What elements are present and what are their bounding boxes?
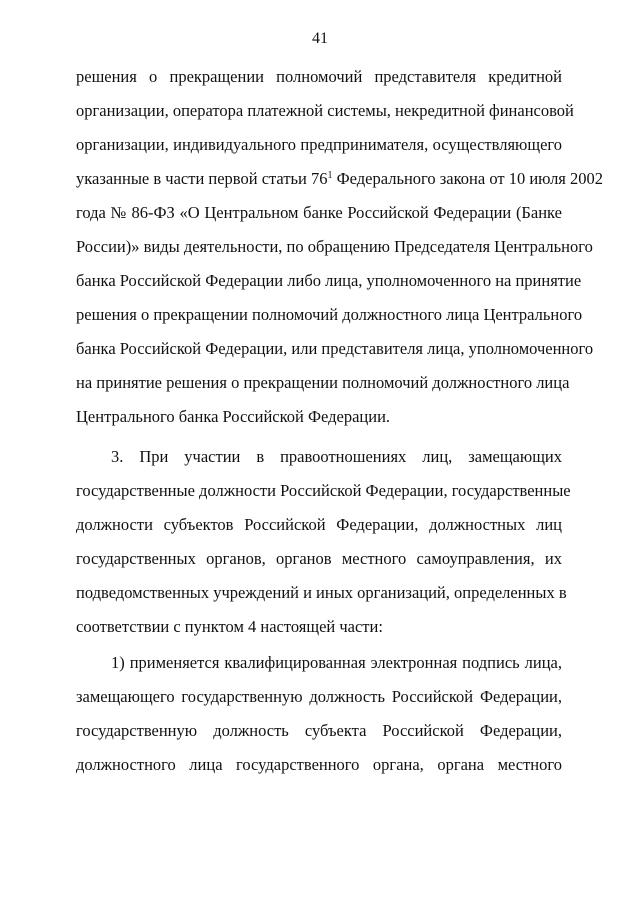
text-line: года № 86-ФЗ «О Центральном банке Российской Федерации (Банке	[76, 203, 562, 222]
page-number: 41	[312, 30, 328, 47]
text-line: на принятие решения о прекращении полномочий должностного лица	[76, 373, 570, 392]
text-fragment: Федерального закона от 10 июля 2002	[332, 169, 604, 188]
text-line: организации, индивидуального предпринимателя, осуществляющего	[76, 135, 562, 154]
superscript: 1	[327, 170, 333, 181]
text-line: 1) применяется квалифицированная электронная подпись лица,	[111, 653, 562, 672]
text-line: должностного лица государственного органа, органа местного	[76, 755, 562, 774]
paragraph-1	[76, 60, 604, 434]
text-fragment: указанные в части первой статьи 76	[76, 169, 328, 188]
text-line: организации, оператора платежной системы, некредитной финансовой	[76, 101, 574, 120]
text-line: государственную должность субъекта Российской Федерации,	[76, 721, 562, 740]
text-line: замещающего государственную должность Российской Федерации,	[76, 687, 562, 706]
text-line: государственные должности Российской Федерации, государственные	[76, 481, 571, 500]
text-line: Центрального банка Российской Федерации.	[76, 407, 391, 426]
text-line: России)» виды деятельности, по обращению Председателя Центрального	[76, 237, 593, 256]
text-line: должности субъектов Российской Федерации, должностных лиц	[76, 515, 562, 534]
text-line: государственных органов, органов местного самоуправления, их	[76, 549, 562, 568]
text-line: решения о прекращении полномочий должностного лица Центрального	[76, 305, 583, 324]
paragraph-2	[76, 440, 571, 644]
text-line: банка Российской Федерации, или представителя лица, уполномоченного	[76, 339, 594, 358]
paragraph-3	[76, 646, 562, 782]
text-line-with-superscript	[76, 162, 604, 196]
text-line: подведомственных учреждений и иных организаций, определенных в	[76, 583, 567, 602]
text-line: банка Российской Федерации либо лица, уполномоченного на принятие	[76, 271, 582, 290]
text-line: 3. При участии в правоотношениях лиц, замещающих	[111, 447, 562, 466]
text-line: соответствии с пунктом 4 настоящей части:	[76, 617, 383, 636]
text-line: решения о прекращении полномочий представителя кредитной	[76, 67, 562, 86]
